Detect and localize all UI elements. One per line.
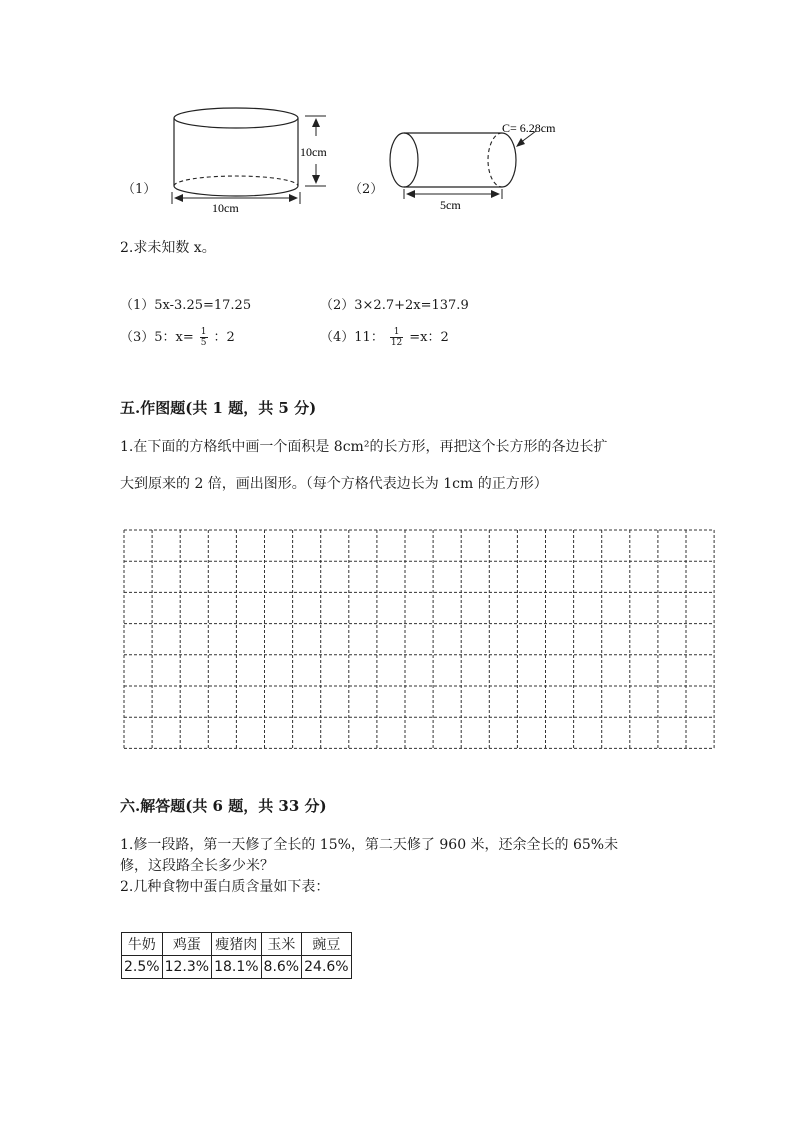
equation-4-suffix: =x：2 bbox=[409, 330, 449, 345]
table-cell: 2.5% bbox=[122, 956, 163, 979]
table-header-cell: 豌豆 bbox=[302, 933, 351, 956]
equation-1: （1）5x-3.25=17.25 bbox=[120, 298, 252, 313]
table-header-cell: 玉米 bbox=[261, 933, 302, 956]
fraction-1-5: $\frac{1}{5}$ bbox=[200, 327, 207, 348]
equation-2: （2）3×2.7+2x=137.9 bbox=[320, 298, 469, 313]
cylinder-2-circumference-label: C= 6.28cm bbox=[502, 121, 556, 135]
figure-1-label: （1） bbox=[122, 182, 157, 197]
q2-title: 2.求未知数 x。 bbox=[120, 240, 216, 256]
table-header-cell: 牛奶 bbox=[122, 933, 163, 956]
cylinder-2-length-label: 5cm bbox=[440, 198, 461, 212]
protein-table bbox=[121, 932, 352, 979]
table-cell: 12.3% bbox=[162, 956, 211, 979]
section-6-q1-line2: 修，这段路全长多少米？ bbox=[120, 858, 274, 874]
grid-paper[interactable] bbox=[123, 529, 719, 751]
equation-3 bbox=[120, 326, 235, 348]
section-6-heading: 六.解答题(共 6 题，共 33 分) bbox=[120, 797, 327, 815]
cylinder-figure-1 bbox=[150, 100, 360, 220]
equation-4-prefix: （4）11： bbox=[320, 330, 384, 345]
table-cell: 18.1% bbox=[212, 956, 261, 979]
equation-3-prefix: （3）5：x= bbox=[120, 330, 194, 345]
section-5-q1-line2: 大到原来的 2 倍，画出图形。（每个方格代表边长为 1cm 的正方形） bbox=[120, 476, 548, 492]
table-cell: 24.6% bbox=[302, 956, 351, 979]
equation-4 bbox=[320, 326, 449, 348]
cylinder-figure-2 bbox=[380, 115, 580, 215]
cylinder-1-diameter-label: 10cm bbox=[212, 201, 239, 215]
fraction-1-12: $\frac{1}{12}$ bbox=[390, 327, 403, 348]
table-header-row bbox=[122, 933, 352, 956]
table-cell: 8.6% bbox=[261, 956, 302, 979]
section-5-q1-line1: 1.在下面的方格纸中画一个面积是 8cm²的长方形，再把这个长方形的各边长扩 bbox=[120, 439, 608, 455]
table-row bbox=[122, 956, 352, 979]
equation-3-suffix: ：2 bbox=[213, 330, 235, 345]
section-5-heading: 五.作图题(共 1 题，共 5 分) bbox=[120, 399, 317, 417]
cylinder-1-height-label: 10cm bbox=[300, 145, 327, 159]
figure-2-label: （2） bbox=[349, 182, 384, 197]
section-6-q2: 2.几种食物中蛋白质含量如下表： bbox=[120, 879, 330, 895]
table-header-cell: 鸡蛋 bbox=[162, 933, 211, 956]
table-header-cell: 瘦猪肉 bbox=[212, 933, 261, 956]
section-6-q1-line1: 1.修一段路，第一天修了全长的 15%，第二天修了 960 米，还余全长的 65%未 bbox=[120, 837, 619, 853]
